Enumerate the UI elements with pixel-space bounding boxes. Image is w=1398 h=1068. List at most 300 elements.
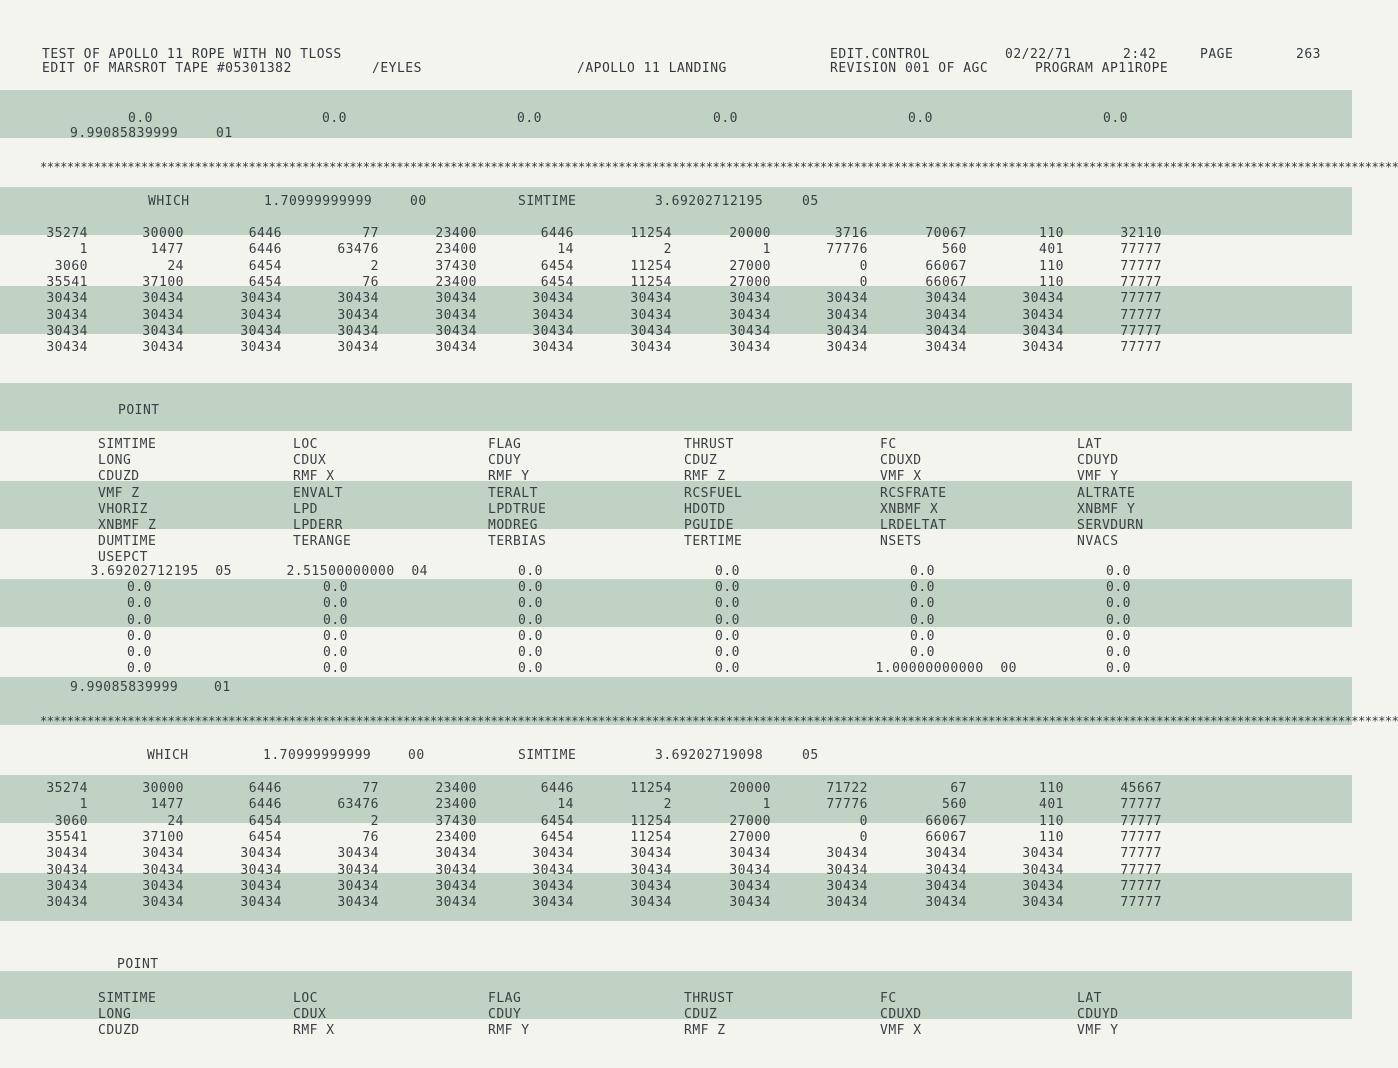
zero-value: 0.0 [1103, 111, 1128, 126]
point-variable-name: RMF X [293, 469, 335, 485]
point-variable-name: LRDELTAT [880, 518, 947, 533]
octal-cell: 30434 [925, 846, 967, 862]
point-value: 0.0 [1106, 580, 1131, 596]
header-revision: REVISION 001 OF AGC [830, 61, 989, 76]
octal-cell: 66067 [925, 829, 967, 845]
octal-cell: 30434 [729, 895, 771, 911]
octal-cell: 77776 [826, 797, 868, 813]
octal-cell: 30434 [240, 323, 282, 339]
octal-cell: 30434 [532, 291, 574, 307]
simtime-value: 3.69202719098 [655, 748, 764, 763]
octal-cell: 77777 [1120, 242, 1162, 258]
point-value: 0.0 [323, 580, 348, 596]
point-value: 0.0 [1106, 612, 1131, 628]
point-variable-name: VMF Y [1077, 1023, 1119, 1039]
octal-cell: 30434 [729, 307, 771, 323]
octal-cell: 2 [370, 813, 379, 829]
point-variable-name: THRUST [684, 437, 734, 452]
octal-cell: 77777 [1120, 813, 1162, 829]
octal-cell: 560 [942, 242, 967, 258]
octal-cell: 30434 [337, 846, 379, 862]
octal-cell: 110 [1039, 781, 1064, 796]
octal-cell: 30434 [729, 323, 771, 339]
octal-cell: 6446 [248, 242, 282, 258]
octal-cell: 30434 [630, 291, 672, 307]
point-value: 0.0 [910, 612, 935, 628]
point-variable-name: LAT [1077, 437, 1102, 452]
octal-cell: 14 [557, 242, 574, 258]
octal-cell: 23400 [435, 781, 477, 796]
value-exponent: 01 [216, 126, 233, 141]
point-variable-name: CDUYD [1077, 453, 1119, 469]
octal-cell: 6454 [540, 813, 574, 829]
zero-value: 0.0 [908, 111, 933, 126]
value-mantissa: 9.99085839999 [70, 126, 179, 141]
octal-cell: 2 [663, 242, 672, 258]
octal-cell: 30434 [240, 307, 282, 323]
octal-cell: 0 [859, 813, 868, 829]
point-value: 0.0 [715, 580, 740, 596]
octal-cell: 1477 [150, 242, 184, 258]
point-variable-name: LONG [98, 1007, 132, 1023]
point-variable-name: NSETS [880, 534, 922, 550]
point-value: 0.0 [910, 628, 935, 644]
point-value: 0.0 [1106, 661, 1131, 677]
octal-cell: 30434 [826, 895, 868, 911]
octal-cell: 30434 [532, 340, 574, 356]
octal-cell: 6454 [248, 829, 282, 845]
zero-value: 0.0 [517, 111, 542, 126]
point-variable-name: DUMTIME [98, 534, 157, 550]
octal-cell: 30434 [46, 307, 88, 323]
octal-cell: 77 [362, 781, 379, 796]
octal-cell: 37430 [435, 258, 477, 274]
octal-cell: 30434 [240, 846, 282, 862]
point-variable-name: RCSFRATE [880, 485, 947, 501]
octal-cell: 37430 [435, 813, 477, 829]
octal-cell: 3060 [54, 813, 88, 829]
point-value: 0.0 [910, 596, 935, 612]
octal-cell: 35541 [46, 274, 88, 290]
point-variable-name: TERALT [488, 485, 538, 501]
which-label: WHICH [147, 748, 189, 763]
point-variable-name: HDOTD [684, 501, 726, 517]
octal-cell: 30434 [46, 862, 88, 878]
octal-cell: 30434 [337, 895, 379, 911]
octal-cell: 30434 [532, 307, 574, 323]
which-exponent: 00 [408, 748, 425, 763]
point-variable-name: CDUZD [98, 1023, 140, 1039]
octal-cell: 30434 [925, 895, 967, 911]
octal-cell: 30434 [1022, 862, 1064, 878]
octal-cell: 30434 [46, 895, 88, 911]
point-variable-name: CDUY [488, 1007, 522, 1023]
point-value: 0.0 [518, 612, 543, 628]
octal-cell: 77777 [1120, 797, 1162, 813]
octal-cell: 6454 [540, 258, 574, 274]
point-value: 0.0 [518, 645, 543, 660]
octal-cell: 30434 [532, 862, 574, 878]
octal-cell: 6446 [248, 781, 282, 796]
point-value: 0.0 [323, 661, 348, 677]
octal-cell: 560 [942, 797, 967, 813]
octal-cell: 77777 [1120, 829, 1162, 845]
octal-cell: 27000 [729, 829, 771, 845]
octal-cell: 30434 [142, 862, 184, 878]
point-label: POINT [117, 957, 159, 972]
point-value: 0.0 [715, 564, 740, 579]
point-value: 0.0 [1106, 628, 1131, 644]
octal-cell: 30434 [435, 862, 477, 878]
octal-cell: 30434 [46, 291, 88, 307]
octal-cell: 30434 [46, 846, 88, 862]
point-variable-name: USEPCT [98, 550, 148, 566]
octal-cell: 24 [167, 258, 184, 274]
octal-cell: 30434 [826, 878, 868, 894]
point-variable-name: RMF Y [488, 1023, 530, 1039]
octal-cell: 30434 [142, 323, 184, 339]
point-value: 0.0 [518, 596, 543, 612]
point-variable-name: CDUZD [98, 469, 140, 485]
point-variable-name: CDUZ [684, 1007, 718, 1023]
point-variable-name: NVACS [1077, 534, 1119, 550]
which-value: 1.70999999999 [264, 194, 373, 209]
point-variable-name: VHORIZ [98, 501, 148, 517]
point-value: 0.0 [715, 628, 740, 644]
octal-cell: 1477 [150, 797, 184, 813]
octal-cell: 6454 [248, 258, 282, 274]
octal-cell: 30434 [729, 878, 771, 894]
octal-cell: 401 [1039, 242, 1064, 258]
octal-cell: 0 [859, 829, 868, 845]
octal-cell: 30434 [46, 878, 88, 894]
octal-cell: 23400 [435, 226, 477, 241]
point-variable-name: VMF X [880, 469, 922, 485]
octal-cell: 30434 [1022, 291, 1064, 307]
octal-cell: 6454 [248, 813, 282, 829]
point-variable-name: SIMTIME [98, 991, 157, 1006]
point-variable-name: CDUXD [880, 1007, 922, 1023]
octal-cell: 32110 [1120, 226, 1162, 241]
separator-asterisks: ********************************************************************************************************************************************************************************************************** [40, 714, 1398, 728]
point-value: 3.69202712195 05 [90, 564, 232, 579]
octal-cell: 77777 [1120, 878, 1162, 894]
point-value: 0.0 [127, 661, 152, 677]
simtime-label: SIMTIME [518, 748, 577, 763]
point-variable-name: THRUST [684, 991, 734, 1006]
octal-cell: 30434 [925, 291, 967, 307]
point-value: 0.0 [910, 580, 935, 596]
point-variable-name: CDUY [488, 453, 522, 469]
octal-cell: 27000 [729, 258, 771, 274]
point-variable-name: PGUIDE [684, 518, 734, 533]
octal-cell: 35274 [46, 226, 88, 241]
octal-cell: 20000 [729, 226, 771, 241]
octal-cell: 6454 [248, 274, 282, 290]
point-variable-name: CDUYD [1077, 1007, 1119, 1023]
octal-cell: 30434 [630, 307, 672, 323]
header-date: 02/22/71 [1005, 47, 1072, 62]
point-variable-name: CDUX [293, 453, 327, 469]
point-variable-name: XNBMF Y [1077, 501, 1136, 517]
octal-cell: 30434 [337, 878, 379, 894]
octal-cell: 76 [362, 829, 379, 845]
octal-cell: 0 [859, 274, 868, 290]
octal-cell: 110 [1039, 226, 1064, 241]
octal-cell: 30434 [1022, 307, 1064, 323]
value-exponent: 01 [214, 680, 231, 695]
octal-cell: 1 [79, 242, 88, 258]
octal-cell: 30434 [240, 895, 282, 911]
octal-cell: 23400 [435, 274, 477, 290]
octal-cell: 30434 [925, 862, 967, 878]
header-author: /EYLES [372, 61, 422, 76]
octal-cell: 30434 [142, 878, 184, 894]
octal-cell: 30434 [337, 340, 379, 356]
octal-cell: 30434 [435, 323, 477, 339]
octal-cell: 6446 [248, 797, 282, 813]
header-page-label: PAGE [1200, 47, 1234, 62]
octal-cell: 14 [557, 797, 574, 813]
separator-asterisks: ********************************************************************************************************************************************************************************************************** [40, 160, 1398, 174]
octal-cell: 77777 [1120, 307, 1162, 323]
point-variable-name: VMF X [880, 1023, 922, 1039]
octal-cell: 11254 [630, 274, 672, 290]
octal-cell: 77777 [1120, 323, 1162, 339]
octal-cell: 1 [762, 797, 771, 813]
point-value: 0.0 [127, 628, 152, 644]
point-variable-name: LPDERR [293, 518, 343, 533]
octal-cell: 30434 [532, 323, 574, 339]
point-variable-name: VMF Z [98, 485, 140, 501]
zero-value: 0.0 [128, 111, 153, 126]
octal-cell: 30434 [142, 307, 184, 323]
octal-cell: 30434 [630, 895, 672, 911]
octal-cell: 37100 [142, 829, 184, 845]
octal-cell: 110 [1039, 274, 1064, 290]
octal-cell: 30434 [435, 340, 477, 356]
octal-cell: 63476 [337, 242, 379, 258]
octal-cell: 30434 [630, 862, 672, 878]
header-edit-control: EDIT.CONTROL [830, 47, 930, 62]
octal-cell: 23400 [435, 242, 477, 258]
point-variable-name: FC [880, 437, 897, 452]
octal-cell: 6454 [540, 829, 574, 845]
point-variable-name: RMF X [293, 1023, 335, 1039]
octal-cell: 6446 [540, 226, 574, 241]
octal-cell: 30434 [925, 878, 967, 894]
octal-cell: 30434 [435, 846, 477, 862]
which-value: 1.70999999999 [263, 748, 372, 763]
greenbar-band [0, 579, 1352, 627]
point-variable-name: SIMTIME [98, 437, 157, 452]
octal-cell: 110 [1039, 258, 1064, 274]
point-value: 0.0 [518, 580, 543, 596]
octal-cell: 30434 [240, 340, 282, 356]
octal-cell: 24 [167, 813, 184, 829]
octal-cell: 23400 [435, 829, 477, 845]
point-variable-name: XNBMF X [880, 501, 939, 517]
octal-cell: 3060 [54, 258, 88, 274]
octal-cell: 30434 [435, 878, 477, 894]
octal-cell: 30434 [435, 291, 477, 307]
octal-cell: 6446 [248, 226, 282, 241]
octal-cell: 11254 [630, 829, 672, 845]
header-program: PROGRAM AP11ROPE [1035, 61, 1169, 76]
header-title-line1: TEST OF APOLLO 11 ROPE WITH NO TLOSS [42, 47, 342, 62]
octal-cell: 2 [663, 797, 672, 813]
octal-cell: 30434 [337, 323, 379, 339]
octal-cell: 77777 [1120, 274, 1162, 290]
octal-cell: 30434 [925, 307, 967, 323]
octal-cell: 63476 [337, 797, 379, 813]
octal-cell: 30434 [337, 862, 379, 878]
point-variable-name: LPD [293, 501, 318, 517]
point-value: 0.0 [1106, 564, 1131, 579]
octal-cell: 30434 [630, 323, 672, 339]
point-value: 0.0 [127, 612, 152, 628]
point-value: 0.0 [715, 645, 740, 660]
octal-cell: 30434 [337, 307, 379, 323]
octal-cell: 30434 [925, 340, 967, 356]
zero-value: 0.0 [322, 111, 347, 126]
octal-cell: 30434 [337, 291, 379, 307]
octal-cell: 1 [79, 797, 88, 813]
point-value: 0.0 [1106, 596, 1131, 612]
point-variable-name: LPDTRUE [488, 501, 547, 517]
point-variable-name: ALTRATE [1077, 485, 1136, 501]
header-time: 2:42 [1123, 47, 1157, 62]
octal-cell: 30000 [142, 226, 184, 241]
greenbar-band [0, 383, 1352, 431]
point-value: 0.0 [323, 612, 348, 628]
point-value: 0.0 [323, 596, 348, 612]
point-variable-name: FLAG [488, 437, 522, 452]
octal-cell: 30434 [729, 862, 771, 878]
octal-cell: 66067 [925, 274, 967, 290]
which-exponent: 00 [410, 194, 427, 209]
zero-value: 0.0 [713, 111, 738, 126]
octal-cell: 2 [370, 258, 379, 274]
octal-cell: 3716 [834, 226, 868, 241]
octal-cell: 0 [859, 258, 868, 274]
point-variable-name: ENVALT [293, 485, 343, 501]
point-variable-name: CDUX [293, 1007, 327, 1023]
octal-cell: 71722 [826, 781, 868, 796]
point-value: 0.0 [323, 645, 348, 660]
greenbar-band [0, 481, 1352, 529]
point-variable-name: LOC [293, 437, 318, 452]
point-variable-name: TERTIME [684, 534, 743, 550]
octal-cell: 30434 [240, 291, 282, 307]
octal-cell: 66067 [925, 813, 967, 829]
octal-cell: 70067 [925, 226, 967, 241]
octal-cell: 30434 [630, 340, 672, 356]
octal-cell: 30434 [630, 846, 672, 862]
point-variable-name: TERANGE [293, 534, 352, 550]
simtime-exponent: 05 [802, 194, 819, 209]
octal-cell: 30434 [630, 878, 672, 894]
point-label: POINT [118, 403, 160, 418]
octal-cell: 27000 [729, 813, 771, 829]
octal-cell: 77777 [1120, 340, 1162, 356]
octal-cell: 35541 [46, 829, 88, 845]
point-variable-name: CDUXD [880, 453, 922, 469]
octal-cell: 110 [1039, 813, 1064, 829]
octal-cell: 30434 [826, 307, 868, 323]
octal-cell: 30434 [826, 862, 868, 878]
point-value: 0.0 [715, 596, 740, 612]
simtime-label: SIMTIME [518, 194, 577, 209]
point-variable-name: RCSFUEL [684, 485, 743, 501]
octal-cell: 30434 [142, 291, 184, 307]
octal-cell: 77777 [1120, 258, 1162, 274]
point-value: 1.00000000000 00 [875, 661, 1017, 677]
point-value: 0.0 [910, 645, 935, 660]
point-variable-name: LONG [98, 453, 132, 469]
octal-cell: 77777 [1120, 862, 1162, 878]
point-variable-name: SERVDURN [1077, 518, 1144, 533]
octal-cell: 66067 [925, 258, 967, 274]
point-value: 0.0 [518, 661, 543, 677]
point-value: 2.51500000000 04 [286, 564, 428, 579]
octal-cell: 30434 [826, 323, 868, 339]
octal-cell: 77777 [1120, 846, 1162, 862]
point-variable-name: RMF Y [488, 469, 530, 485]
octal-cell: 401 [1039, 797, 1064, 813]
point-value: 0.0 [127, 596, 152, 612]
simtime-value: 3.69202712195 [655, 194, 764, 209]
octal-cell: 30434 [826, 340, 868, 356]
octal-cell: 30434 [532, 878, 574, 894]
octal-cell: 30434 [532, 846, 574, 862]
octal-cell: 30434 [826, 291, 868, 307]
octal-cell: 30434 [240, 878, 282, 894]
octal-cell: 11254 [630, 781, 672, 796]
octal-cell: 77777 [1120, 895, 1162, 911]
octal-cell: 30434 [925, 323, 967, 339]
octal-cell: 77776 [826, 242, 868, 258]
octal-cell: 6446 [540, 781, 574, 796]
point-variable-name: TERBIAS [488, 534, 547, 550]
octal-cell: 30434 [46, 323, 88, 339]
octal-cell: 30434 [826, 846, 868, 862]
octal-cell: 30434 [1022, 895, 1064, 911]
point-variable-name: CDUZ [684, 453, 718, 469]
octal-cell: 110 [1039, 829, 1064, 845]
octal-cell: 30434 [729, 340, 771, 356]
point-value: 0.0 [323, 628, 348, 644]
octal-cell: 27000 [729, 274, 771, 290]
octal-cell: 35274 [46, 781, 88, 796]
octal-cell: 30434 [729, 846, 771, 862]
octal-cell: 30434 [435, 895, 477, 911]
octal-cell: 30434 [1022, 846, 1064, 862]
header-title-line2: EDIT OF MARSROT TAPE #05301382 [42, 61, 292, 76]
octal-cell: 11254 [630, 258, 672, 274]
octal-cell: 77777 [1120, 291, 1162, 307]
point-variable-name: LOC [293, 991, 318, 1006]
octal-cell: 30434 [1022, 340, 1064, 356]
which-label: WHICH [148, 194, 190, 209]
point-value: 0.0 [1106, 645, 1131, 660]
point-value: 0.0 [715, 661, 740, 677]
octal-cell: 23400 [435, 797, 477, 813]
point-variable-name: FLAG [488, 991, 522, 1006]
simtime-exponent: 05 [802, 748, 819, 763]
greenbar-band [0, 971, 1352, 1019]
header-subject: /APOLLO 11 LANDING [577, 61, 727, 76]
